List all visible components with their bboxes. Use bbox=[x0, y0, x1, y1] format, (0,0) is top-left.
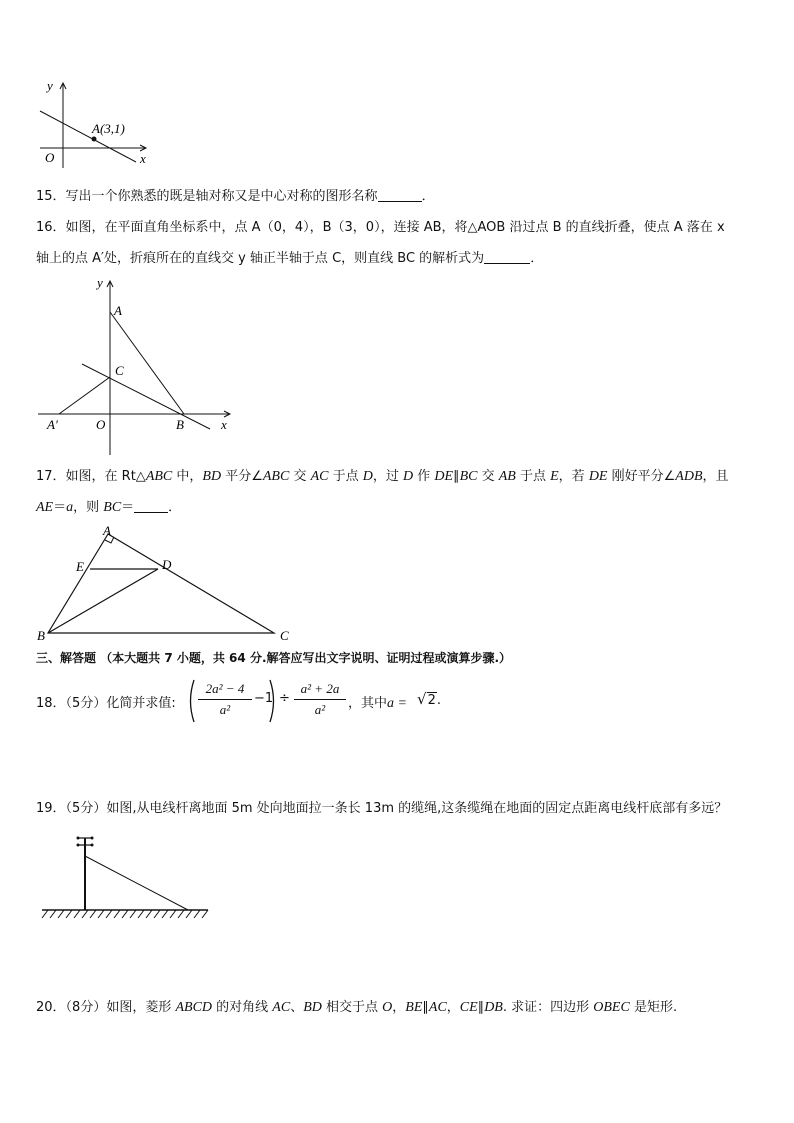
q20-text: ， bbox=[392, 1000, 406, 1015]
label-x: x bbox=[221, 417, 227, 432]
q18-sqrt bbox=[417, 690, 441, 708]
q18-number: 18． bbox=[36, 696, 66, 711]
q18-radical-sign: √ bbox=[417, 690, 427, 708]
q17-text: 于点 bbox=[515, 469, 551, 484]
insulator bbox=[91, 837, 94, 840]
q16-answer-blank[interactable] bbox=[484, 249, 530, 264]
question-19 bbox=[36, 799, 727, 819]
ground-hatching bbox=[42, 910, 208, 918]
q17-answer-blank[interactable] bbox=[134, 498, 168, 513]
insulator bbox=[77, 844, 80, 847]
q17-text: 平分∠ bbox=[221, 469, 263, 484]
q17-end: ． bbox=[168, 500, 182, 515]
q17-var: BC bbox=[459, 469, 478, 484]
q17-text: 中， bbox=[172, 469, 203, 484]
insulator bbox=[91, 844, 94, 847]
q18-var: a = bbox=[387, 696, 407, 711]
q20-var: BE bbox=[405, 1000, 423, 1015]
question-17-line-2 bbox=[36, 498, 181, 518]
label-a-prime: A′ bbox=[47, 417, 58, 432]
q16-end: ． bbox=[530, 251, 544, 266]
question-20 bbox=[36, 998, 677, 1018]
label-c: C bbox=[280, 628, 289, 643]
q18-denominator-1: a² bbox=[219, 702, 231, 717]
q20-text: 、 bbox=[290, 1000, 304, 1015]
q17-var: BC bbox=[103, 500, 122, 515]
q15-answer-blank[interactable] bbox=[378, 187, 422, 202]
q16-line1: 如图，在平面直角坐标系中，点 A（0，4），B（3，0），连接 AB，将△AOB 沿过点 B 的直线折叠，使点 A 落在 x bbox=[65, 220, 725, 235]
point-a bbox=[92, 137, 97, 142]
label-b: B bbox=[37, 628, 45, 643]
q17-text: ，且 bbox=[702, 469, 729, 484]
q18-denominator-2: a² bbox=[314, 702, 326, 717]
triangle-abc bbox=[48, 534, 274, 633]
question-15 bbox=[36, 187, 435, 207]
q18-numerator-1: 2a² − 4 bbox=[205, 681, 245, 696]
q17-text: ，过 bbox=[372, 469, 404, 484]
q20-text: 是矩形. bbox=[629, 1000, 678, 1015]
label-c: C bbox=[115, 363, 124, 378]
question-16-line-2 bbox=[36, 249, 543, 269]
segment-a-prime-c bbox=[59, 377, 110, 414]
figure-q17-triangle bbox=[34, 524, 304, 644]
label-o: O bbox=[96, 417, 106, 432]
q17-text: 作 bbox=[413, 469, 435, 484]
figure-q14-coordinate-graph bbox=[36, 76, 166, 168]
q20-var: CE bbox=[459, 1000, 478, 1015]
q17-var: ABC bbox=[262, 469, 290, 484]
q17-var: DE bbox=[588, 469, 608, 484]
q18-fraction-1 bbox=[196, 680, 254, 719]
q17-text: 如图，在 Rt△ bbox=[65, 469, 146, 484]
q20-text: 相交于点 bbox=[321, 1000, 383, 1015]
q18-fraction-2 bbox=[292, 680, 348, 719]
q19-points: （5分） bbox=[65, 801, 107, 816]
q20-text: ∥ bbox=[422, 1000, 429, 1015]
q17-var: D bbox=[403, 469, 414, 484]
q20-text: . 求证：四边形 bbox=[502, 1000, 594, 1015]
q18-prefix bbox=[36, 692, 176, 711]
q17-var: DE bbox=[434, 469, 454, 484]
line-through-a bbox=[40, 111, 136, 162]
q20-var: AC bbox=[272, 1000, 291, 1015]
insulator bbox=[77, 837, 80, 840]
q19-number: 19． bbox=[36, 801, 66, 816]
q20-var: ABCD bbox=[175, 1000, 213, 1015]
q20-var: BD bbox=[303, 1000, 322, 1015]
q18-where-text: ，其中 bbox=[348, 696, 388, 711]
q17-var: AE bbox=[36, 500, 54, 515]
q18-left-paren bbox=[186, 679, 196, 723]
q17-var: BD bbox=[202, 469, 222, 484]
q18-text: 化简并求值: bbox=[106, 696, 176, 711]
label-y: y bbox=[97, 275, 103, 290]
q20-text: ∥ bbox=[477, 1000, 485, 1015]
q16-number: 16． bbox=[36, 220, 66, 235]
label-x: x bbox=[140, 151, 146, 166]
q20-points: （8分） bbox=[65, 1000, 107, 1015]
label-b: B bbox=[176, 417, 184, 432]
q17-text: 交 bbox=[289, 469, 311, 484]
q20-number: 20． bbox=[36, 1000, 66, 1015]
q17-text: ＝ bbox=[53, 500, 67, 515]
q17-var: a bbox=[66, 500, 74, 515]
q20-var: DB bbox=[484, 1000, 503, 1015]
q17-var: AC bbox=[310, 469, 329, 484]
q17-text: ＝ bbox=[121, 500, 135, 515]
question-18 bbox=[36, 678, 456, 726]
question-17-line-1 bbox=[36, 467, 729, 487]
q18-right-paren bbox=[268, 679, 278, 723]
label-a: A bbox=[103, 524, 111, 538]
q16-line2: 轴上的点 A′处，折痕所在的直线交 y 轴正半轴于点 C，则直线 BC 的解析式为 bbox=[36, 251, 485, 266]
label-e: E bbox=[76, 559, 84, 574]
q18-where bbox=[348, 692, 407, 712]
q17-var: E bbox=[550, 469, 559, 484]
label-a: A bbox=[114, 303, 122, 318]
q17-number: 17． bbox=[36, 469, 66, 484]
question-16-line-1 bbox=[36, 218, 725, 238]
label-point-a: A(3,1) bbox=[92, 121, 125, 136]
figure-q16-fold-diagram bbox=[34, 275, 244, 460]
q17-var: AB bbox=[498, 469, 516, 484]
q17-text: 交 bbox=[477, 469, 499, 484]
label-o: O bbox=[45, 150, 55, 165]
q17-text: ∥ bbox=[453, 469, 460, 484]
q17-text: 于点 bbox=[328, 469, 363, 484]
q20-text: 如图，菱形 bbox=[106, 1000, 176, 1015]
q15-text: 写出一个你熟悉的既是轴对称又是中心对称的图形名称 bbox=[65, 189, 378, 204]
q18-divide: ÷ bbox=[279, 691, 290, 706]
q18-points: （5分） bbox=[65, 696, 107, 711]
q15-number: 15． bbox=[36, 189, 66, 204]
q18-end: . bbox=[436, 693, 441, 708]
q20-var: OBEC bbox=[593, 1000, 630, 1015]
q20-var: AC bbox=[428, 1000, 447, 1015]
q18-fraction-bar-1 bbox=[198, 699, 252, 700]
label-d: D bbox=[162, 557, 172, 572]
q17-var: ADB bbox=[675, 469, 703, 484]
section-3-heading: 三、解答题 （本大题共 7 小题，共 64 分.解答应写出文字说明、证明过程或演算步骤.） bbox=[36, 651, 512, 665]
q17-var: D bbox=[362, 469, 373, 484]
q20-var: O bbox=[382, 1000, 393, 1015]
q17-text: ，则 bbox=[73, 500, 104, 515]
segment-bd bbox=[48, 569, 158, 633]
q18-minus-one: −1 bbox=[254, 691, 274, 706]
figure-q19-pole-and-cable bbox=[38, 828, 213, 924]
q17-text: 刚好平分∠ bbox=[607, 469, 676, 484]
q19-text: 如图,从电线杆离地面 5m 处向地面拉一条长 13m 的缆绳,这条缆绳在地面的固定点距离电线杆底部有多远？ bbox=[106, 801, 728, 816]
q18-fraction-bar-2 bbox=[294, 699, 346, 700]
q20-text: 的对角线 bbox=[212, 1000, 273, 1015]
label-y: y bbox=[47, 78, 53, 93]
q17-text: ，若 bbox=[558, 469, 589, 484]
cable bbox=[85, 856, 188, 910]
q18-numerator-2: a² + 2a bbox=[300, 681, 340, 696]
q15-end: ． bbox=[421, 189, 435, 204]
q20-text: ， bbox=[446, 1000, 460, 1015]
q18-radicand: 2 bbox=[427, 693, 436, 708]
q17-var: ABC bbox=[145, 469, 173, 484]
